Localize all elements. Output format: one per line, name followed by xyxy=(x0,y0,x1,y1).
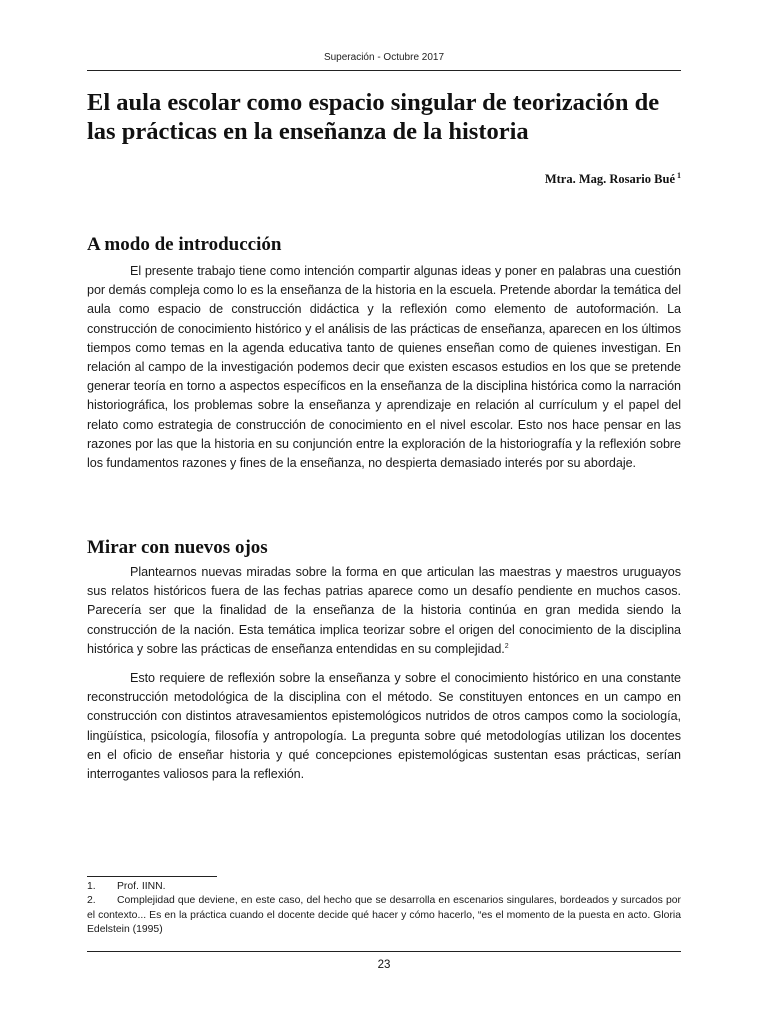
footnote-2 xyxy=(87,894,681,938)
article-title: El aula escolar como espacio singular de teorización de las prácticas en la enseñanza de la historia xyxy=(87,89,660,145)
footnote-rule xyxy=(87,876,217,877)
page-number: 23 xyxy=(377,959,391,971)
mirar-paragraph-2: Esto requiere de reflexión sobre la enseñanza y sobre el conocimiento histórico en una constante reconstrucción metodológica de la disciplina con el método. Se constituyen entonces en un campo en construcción con distintos atravesamientos epistemológicos nutridos de otros campos como la sociología, lingüística, psicología, filosofía y antropología. La pregunta sobre qué metodologías utilizan los docentes en el oficio de enseñar historia y qué concepciones epistemológicas sustentan esas prácticas, serían interrogantes valiosos para la reflexión. xyxy=(87,671,681,782)
mirar-paragraph-1-text: Plantearnos nuevas miradas sobre la forma en que articulan las maestras y maestros uruguayos sus relatos históricos fuera de las fechas patrias aparece como un desafío pendiente en muchos casos. Parecería ser que la finalidad de la enseñanza de la historia continúa en gran medida siendo la construcción de la nación. Esta temática implica teorizar sobre el origen del conocimiento de la disciplina histórica y sobre las prácticas de enseñanza entendidas en su complejidad. xyxy=(87,565,681,656)
author-line xyxy=(545,171,681,187)
document-page xyxy=(87,0,681,1024)
footnote-number: 2. xyxy=(87,895,96,906)
header-rule xyxy=(87,70,681,71)
mirar-paragraph-1 xyxy=(87,563,681,659)
footnote-ref-2: 2 xyxy=(504,642,509,650)
running-head: Superación - Octubre 2017 xyxy=(323,52,445,63)
footnote-text: Prof. IINN. xyxy=(117,881,166,892)
footnote-number: 1. xyxy=(87,881,96,892)
footnote-1 xyxy=(87,880,681,895)
section-heading-mirar: Mirar con nuevos ojos xyxy=(87,537,268,558)
section-heading-introduction: A modo de introducción xyxy=(87,234,282,255)
footer-rule xyxy=(87,951,681,952)
author-footnote-ref: 1 xyxy=(677,171,681,180)
footnote-text: Complejidad que deviene, en este caso, del hecho que se desarrolla en escenarios singulares, bordeados y surcados por el contexto... Es en la práctica cuando el docente decide qué hacer y cómo hacerlo, “es el momento de la puesta en acto. Gloria Edelstein (1995) xyxy=(87,895,681,935)
intro-paragraph: El presente trabajo tiene como intención compartir algunas ideas y poner en palabras una cuestión por demás compleja como lo es la enseñanza de la historia en la escuela. Pretende abordar la temática del aula como espacio de construcción didáctica y la reflexión como elemento de autoformación. La construcción de conocimiento histórico y el análisis de las prácticas de enseñanza, aparecen en los últimos tiempos como temas en la agenda educativa tanto de quienes enseñan como de quienes investigan. En relación al campo de la investigación podemos decir que existen escasos estudios en los que se pretende generar teoría en torno a aspectos específicos en la enseñanza de la disciplina histórica como la narración historiográfica, los problemas sobre la enseñanza y aprendizaje en relación al currículum y el papel del relato como estrategia de construcción de conocimiento en el nivel escolar. Esto nos hace pensar en las razones por las que la historia en su conjunción entre la exploración de la historiografía y la reflexión sobre los fundamentos razones y fines de la enseñanza, no despierta demasiado interés por su abordaje. xyxy=(87,264,681,471)
author-name: Mtra. Mag. Rosario Bué xyxy=(544,172,675,187)
